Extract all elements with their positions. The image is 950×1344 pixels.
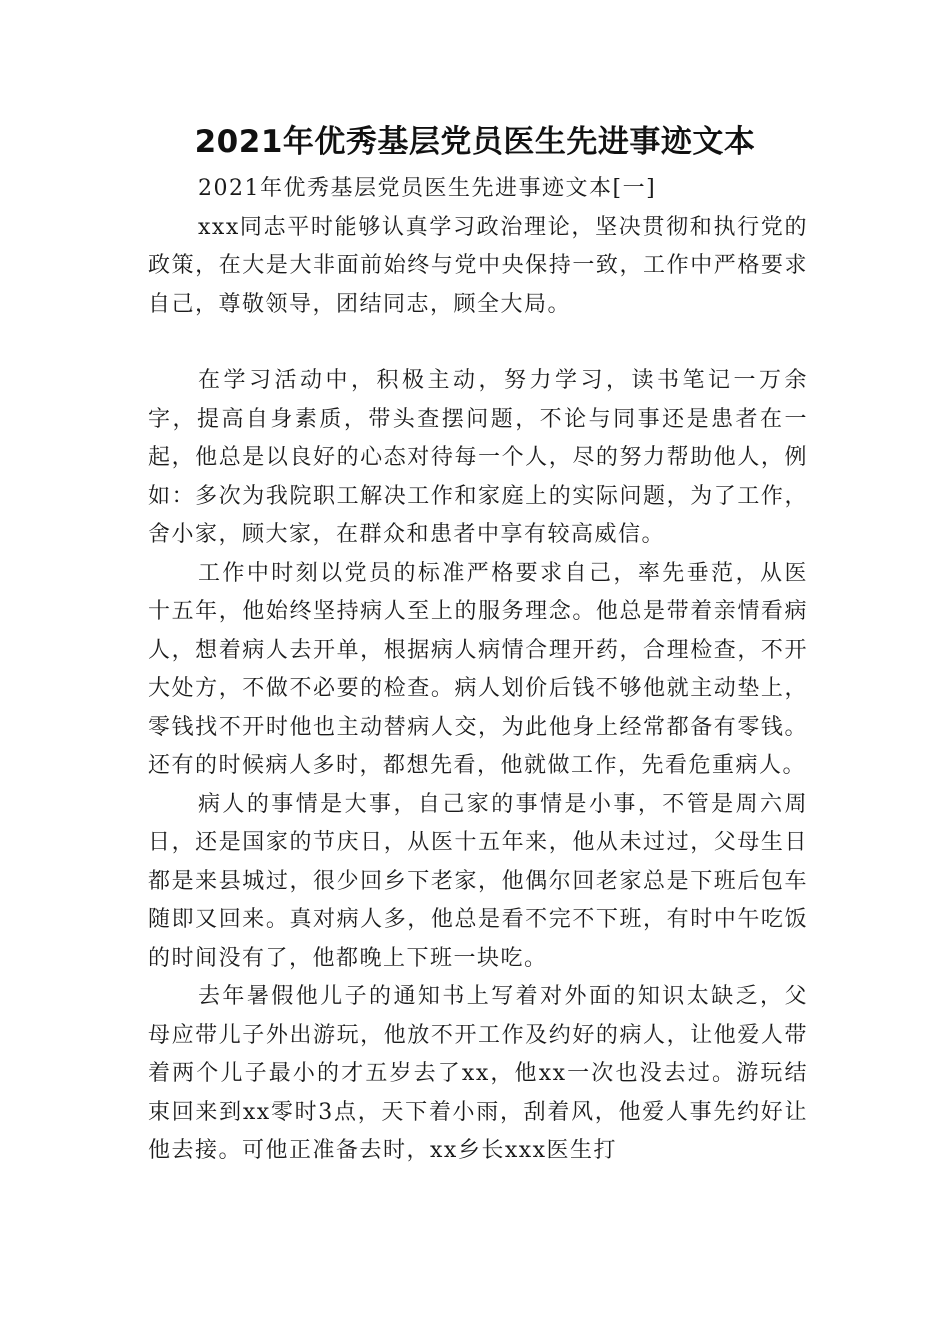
- paragraph-5: 去年暑假他儿子的通知书上写着对外面的知识太缺乏，父母应带儿子外出游玩，他放不开工作及约好的病人，让他爱人带着两个儿子最小的才五岁去了xx，他xx一次也没去过。游玩结束回来到xx零时3点，天下着小雨，刮着风，他爱人事先约好让他去接。可他正准备去时，xx乡长xxx医生打: [148, 984, 808, 1163]
- document-body: [148, 170, 808, 1171]
- paragraph-subtitle: 2021年优秀基层党员医生先进事迹文本[一]: [198, 176, 657, 201]
- paragraph-4: 病人的事情是大事，自己家的事情是小事，不管是周六周日，还是国家的节庆日，从医十五年来，他从未过过，父母生日都是来县城过，很少回乡下老家，他偶尔回老家总是下班后包车随即又回来。真对病人多，他总是看不完不下班，有时中午吃饭的时间没有了，他都晚上下班一块吃。: [148, 791, 808, 971]
- paragraph-2: 在学习活动中，积极主动，努力学习，读书笔记一万余字，提高自身素质，带头查摆问题，不论与同事还是患者在一起，他总是以良好的心态对待每一个人，尽的努力帮助他人，例如：多次为我院职工解决工作和家庭上的实际问题，为了工作，舍小家，顾大家，在群众和患者中享有较高威信。: [148, 368, 808, 547]
- paragraph-1: xxx同志平时能够认真学习政治理论，坚决贯彻和执行党的政策，在大是大非面前始终与党中央保持一致，工作中严格要求自己，尊敬领导，团结同志，顾全大局。: [148, 214, 808, 317]
- document-title: 2021年优秀基层党员医生先进事迹文本: [194, 124, 756, 160]
- paragraph-3: 工作中时刻以党员的标准严格要求自己，率先垂范，从医十五年，他始终坚持病人至上的服务理念。他总是带着亲情看病人，想着病人去开单，根据病人病情合理开药，合理检查，不开大处方，不做不必要的检查。病人划价后钱不够他就主动垫上，零钱找不开时他也主动替病人交，为此他身上经常都备有零钱。还有的时候病人多时，都想先看，他就做工作，先看危重病人。: [148, 560, 808, 778]
